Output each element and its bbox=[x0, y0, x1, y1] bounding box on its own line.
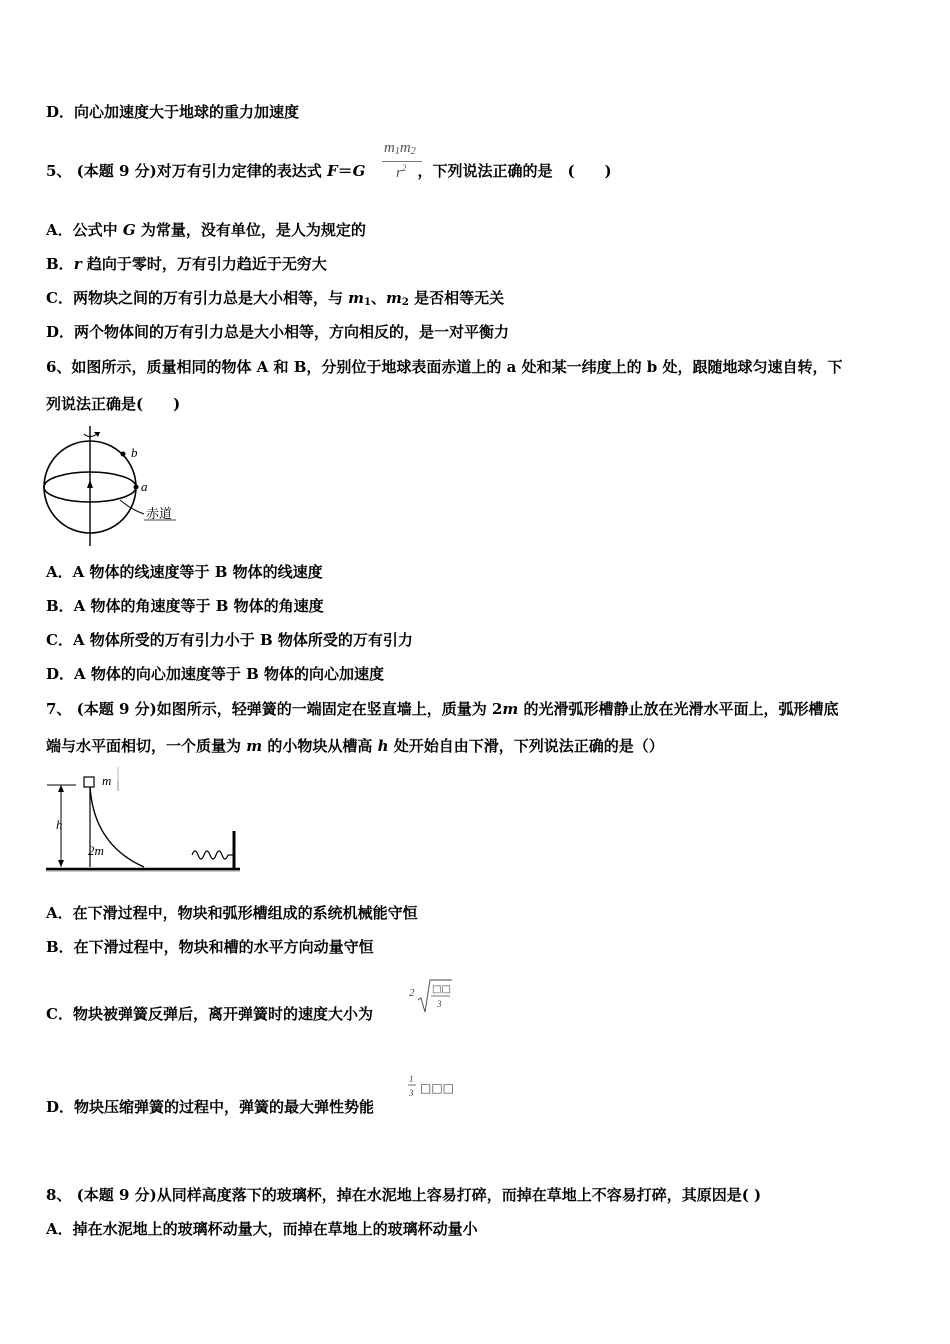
q6-stem-line1: 6、如图所示，质量相同的物体 A 和 B，分别位于地球表面赤道上的 a 处和某一纬度上的 b 处，跟随地球匀速自转，下 bbox=[46, 358, 843, 376]
q7-option-c: C．物块被弹簧反弹后，离开弹簧时的速度大小为 bbox=[46, 1005, 373, 1023]
q5-option-b: B．r 趋向于零时，万有引力趋近于无穷大 bbox=[46, 255, 327, 273]
q8-option-a: A．掉在水泥地上的玻璃杯动量大，而掉在草地上的玻璃杯动量小 bbox=[46, 1220, 478, 1238]
q7-d-formula bbox=[408, 1072, 460, 1102]
q5-formula-f: F bbox=[326, 162, 338, 180]
q6-option-b: B．A 物体的角速度等于 B 物体的角速度 bbox=[46, 597, 324, 615]
q6-option-d: D．A 物体的向心加速度等于 B 物体的向心加速度 bbox=[46, 665, 384, 683]
svg-text:2: 2 bbox=[409, 987, 415, 999]
q7-stem-line2: 端与水平面相切，一个质量为 m 的小物块从槽高 h 处开始自由下滑，下列说法正确的是（） bbox=[46, 737, 664, 755]
fig-label-2m: 2m bbox=[88, 843, 104, 858]
q5-stem-suffix: ，下列说法正确的是 ( ) bbox=[417, 162, 612, 180]
q5-formula-g: G bbox=[352, 162, 366, 180]
q5-stem bbox=[46, 161, 612, 181]
q5-fraction-numerator: $m_1m_2$ bbox=[384, 140, 416, 157]
q8-stem: 8、 (本题 9 分)从同样高度落下的玻璃杯，掉在水泥地上容易打碎，而掉在草地上不容易打碎，其原因是( ) bbox=[46, 1186, 762, 1204]
q4-option-d: D．向心加速度大于地球的重力加速度 bbox=[46, 103, 300, 121]
q6-option-c: C．A 物体所受的万有引力小于 B 物体所受的万有引力 bbox=[46, 631, 413, 649]
fig-label-m: m bbox=[102, 773, 112, 788]
fig-label-b: b bbox=[131, 445, 138, 460]
q7-option-d: D．物块压缩弹簧的过程中，弹簧的最大弹性势能 bbox=[46, 1098, 375, 1116]
earth-rotation-figure bbox=[40, 424, 190, 548]
q5-fraction-denominator: $r^2$ bbox=[396, 163, 407, 181]
fig-label-h: h bbox=[56, 817, 63, 832]
q5-fraction-bar bbox=[382, 161, 422, 162]
svg-text:□□□: □□□ bbox=[420, 1081, 455, 1095]
fig-label-a: a bbox=[141, 479, 148, 494]
svg-text:1: 1 bbox=[409, 1074, 414, 1084]
q5-option-c: C．两物块之间的万有引力总是大小相等，与 $m_1$、$m_2$ 是否相等无关 bbox=[46, 289, 505, 308]
svg-text:3: 3 bbox=[409, 1088, 414, 1098]
q5-option-a: A．公式中 G 为常量，没有单位，是人为规定的 bbox=[46, 221, 366, 239]
fig-label-equator: 赤道 bbox=[146, 507, 173, 522]
spring-slope-figure bbox=[44, 765, 244, 877]
svg-text:3: 3 bbox=[437, 999, 442, 1009]
q7-c-formula bbox=[408, 978, 454, 1018]
q6-stem-line2: 列说法正确是( ) bbox=[46, 395, 181, 413]
svg-text:□□: □□ bbox=[432, 984, 451, 995]
q7-stem-line1: 7、 (本题 9 分)如图所示，轻弹簧的一端固定在竖直墙上，质量为 2m 的光滑弧形槽静止放在光滑水平面上，弧形槽底 bbox=[46, 700, 839, 718]
q5-stem-prefix: 5、 (本题 9 分)对万有引力定律的表达式 bbox=[46, 162, 327, 180]
q7-option-a: A．在下滑过程中，物块和弧形槽组成的系统机械能守恒 bbox=[46, 904, 418, 922]
q7-option-b: B．在下滑过程中，物块和槽的水平方向动量守恒 bbox=[46, 938, 374, 956]
q5-formula-eq: ＝ bbox=[337, 162, 353, 180]
q5-option-d: D．两个物体间的万有引力总是大小相等，方向相反的，是一对平衡力 bbox=[46, 323, 510, 341]
q6-option-a: A．A 物体的线速度等于 B 物体的线速度 bbox=[46, 563, 323, 581]
